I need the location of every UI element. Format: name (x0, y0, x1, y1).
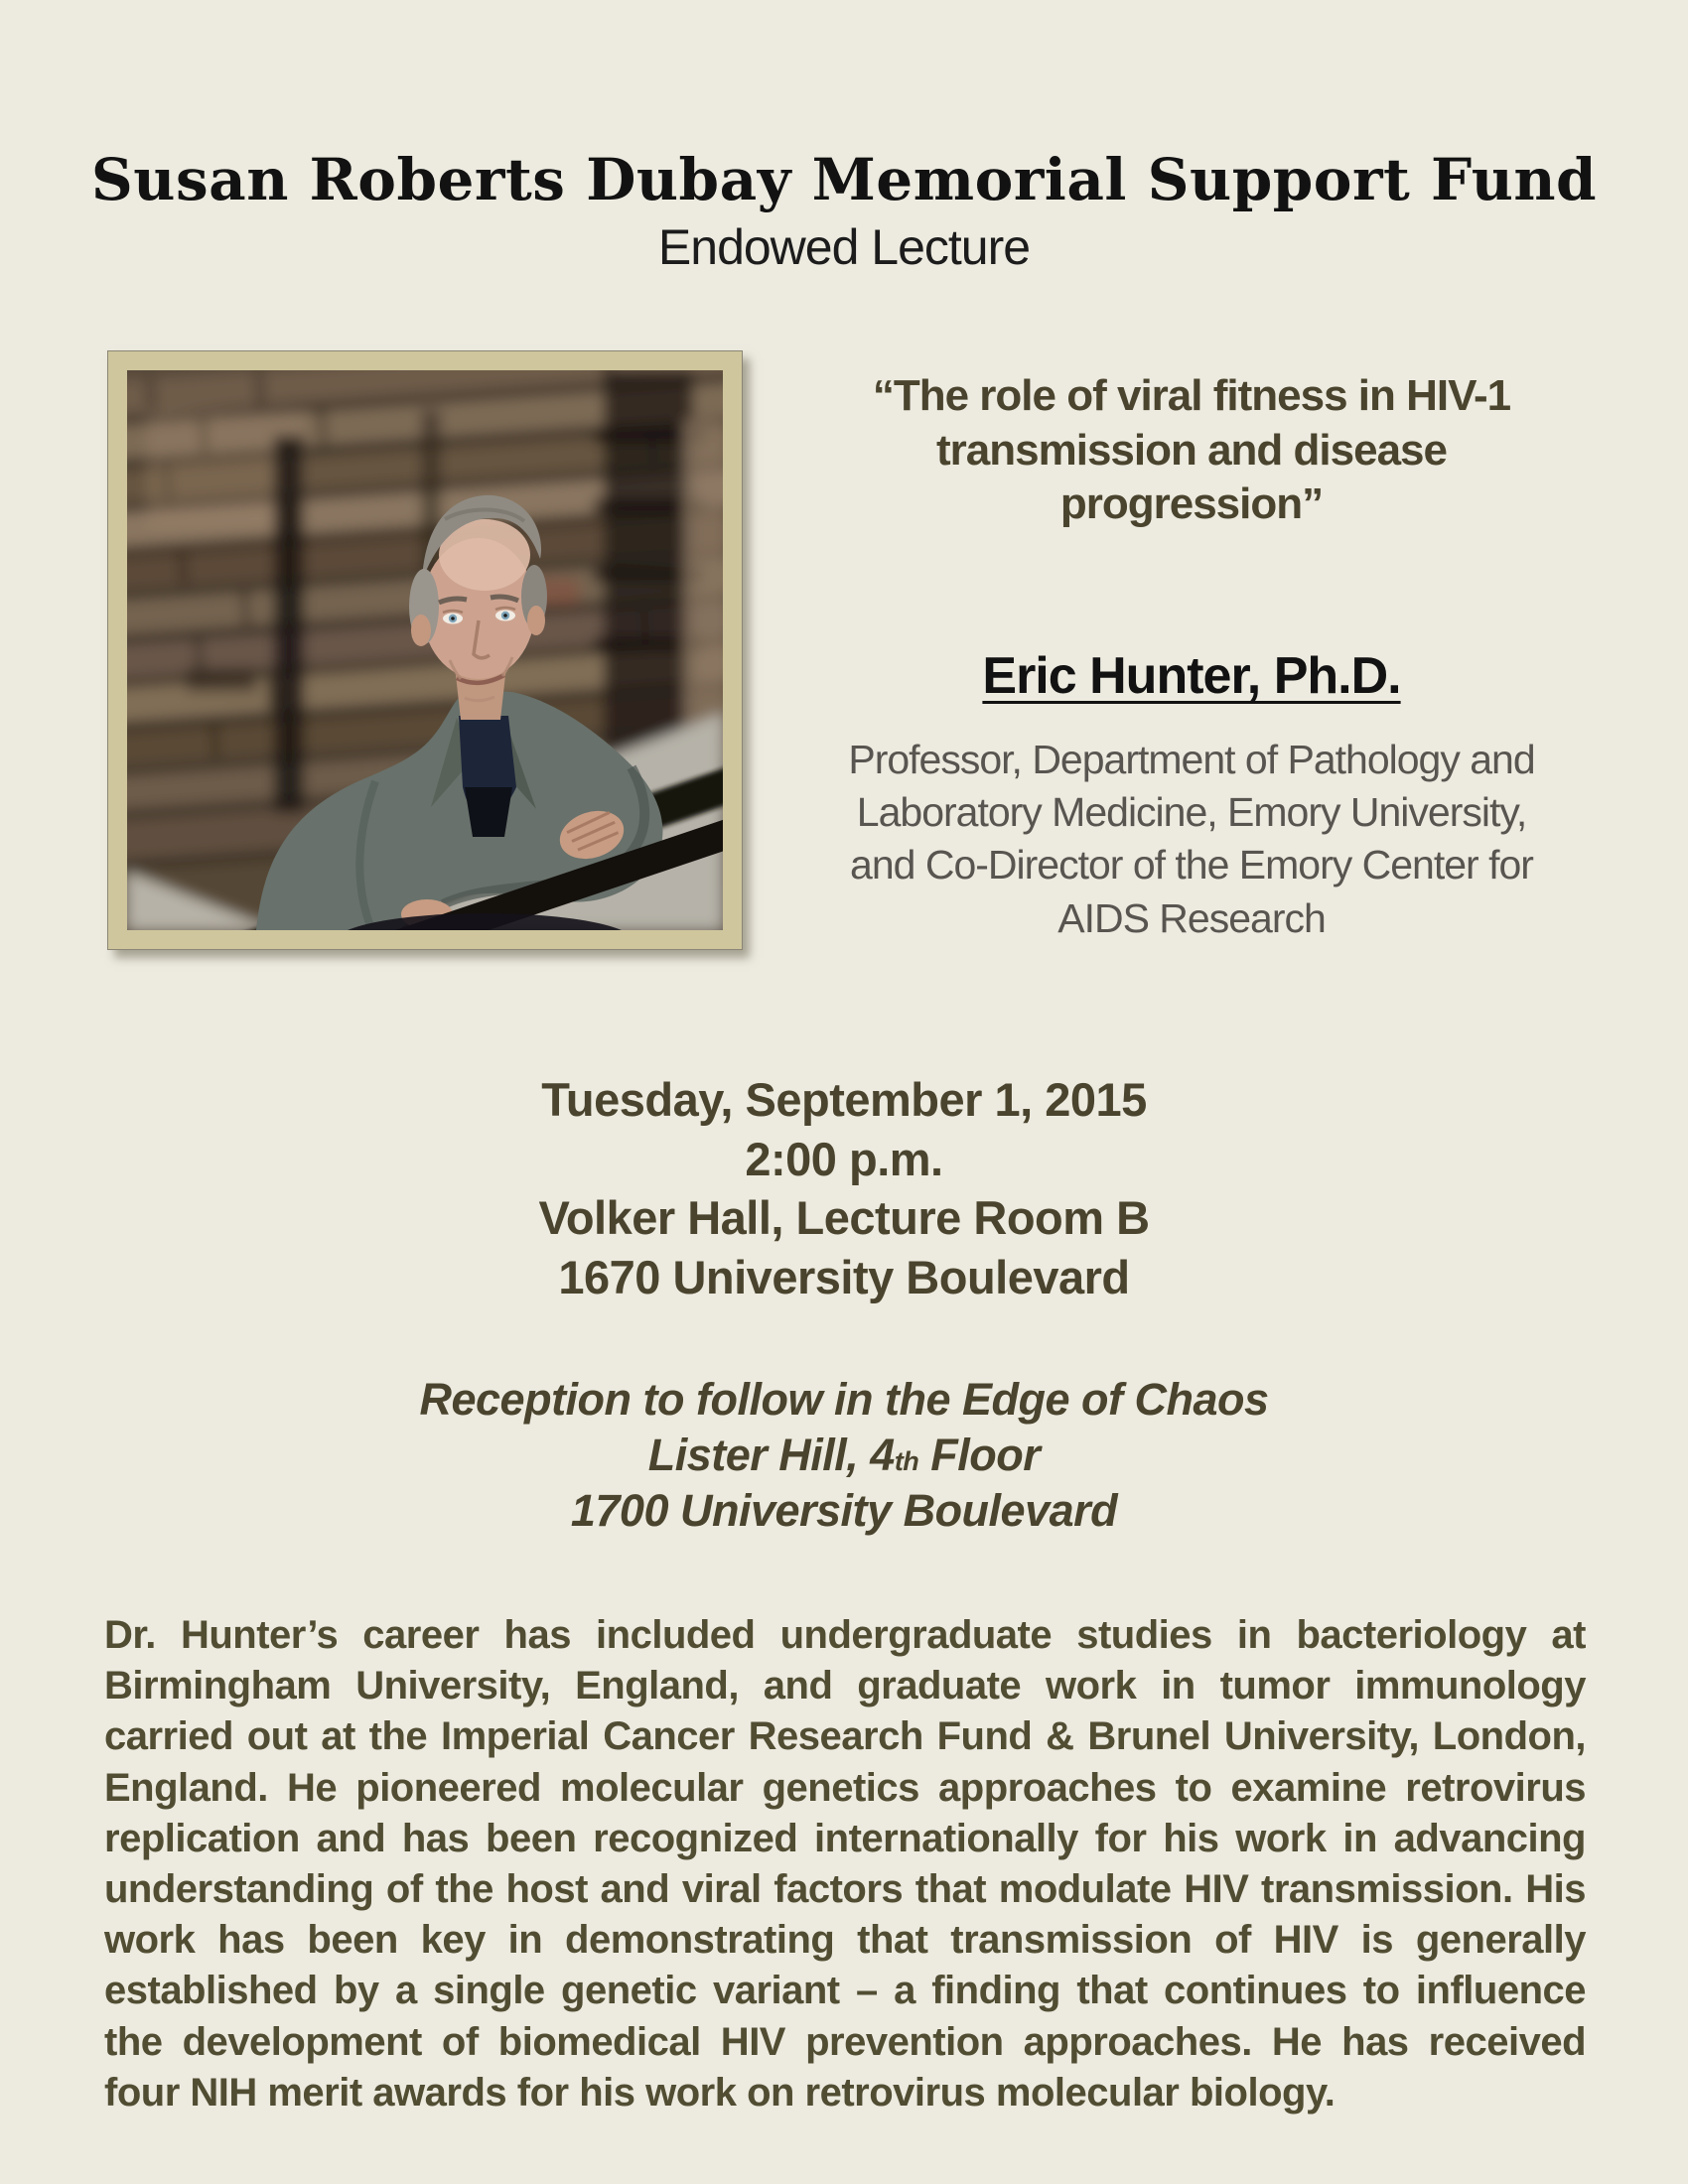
speaker-affiliation-line: Professor, Department of Pathology and (848, 736, 1535, 782)
speaker-affiliation-line: and Co-Director of the Emory Center for (850, 842, 1533, 888)
reception-location: Lister Hill, 4th Floor (647, 1429, 1041, 1480)
header (0, 146, 1688, 276)
speaker-name: Eric Hunter, Ph.D. (982, 646, 1401, 705)
talk-title-line: “The role of viral fitness in HIV-1 (872, 371, 1511, 420)
speaker-affiliation-line: AIDS Research (1057, 894, 1326, 941)
talk-title-line: progression” (1059, 479, 1324, 529)
speaker-portrait-illustration (127, 370, 723, 930)
event-time: 2:00 p.m. (745, 1132, 943, 1185)
ordinal-suffix: th (894, 1445, 919, 1476)
reception-details (0, 1372, 1688, 1538)
speaker-affiliation (770, 734, 1614, 945)
speaker-photo-frame (107, 350, 743, 950)
talk-and-speaker-column (770, 369, 1614, 945)
speaker-bio: Dr. Hunter’s career has included undergraduate studies in bacteriology at Birmingham University, England, and graduate work in tumor immunology carried out at the Imperial Cancer Research Fund & Brunel University, London, England. He pioneered molecular genetics approaches to examine retrovirus replication and has been recognized internationally for his work in advancing understanding of the host and viral factors that modulate HIV transmission. His work has been key in demonstrating that transmission of HIV is generally established by a single genetic variant – a finding that continues to influence the development of biomedical HIV prevention approaches. He has received four NIH merit awards for his work on retrovirus molecular biology. (104, 1613, 1586, 2115)
reception-line: Reception to follow in the Edge of Chaos (419, 1374, 1269, 1425)
event-date: Tuesday, September 1, 2015 (541, 1073, 1147, 1126)
event-address: 1670 University Boulevard (558, 1251, 1130, 1304)
talk-title-line: transmission and disease (936, 425, 1447, 475)
page-title: Susan Roberts Dubay Memorial Support Fund (90, 146, 1598, 213)
event-details (0, 1070, 1688, 1307)
reception-address: 1700 University Boulevard (570, 1484, 1118, 1536)
talk-title (770, 369, 1614, 532)
page-subtitle: Endowed Lecture (657, 218, 1031, 275)
speaker-affiliation-line: Laboratory Medicine, Emory University, (856, 788, 1527, 835)
event-venue: Volker Hall, Lecture Room B (538, 1191, 1150, 1245)
